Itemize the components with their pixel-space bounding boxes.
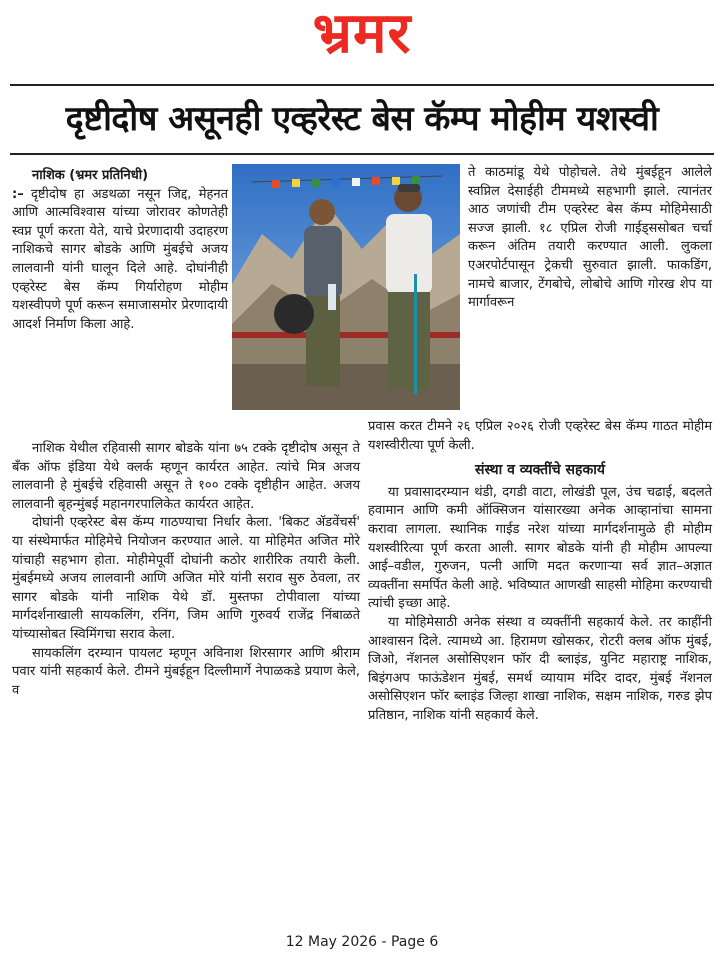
challenges-paragraph: या प्रवासादरम्यान थंडी, दगडी वाटा, लोखंडी पूल, उंच चढाई, बदलते हवामान आणि कमी ऑक्सिजन यांसारख्या अनेक आव्हानांचा सामना करावा लागला. स्थानिक गाईड नरेश यांच्या मार्गदर्शनामुळे ही मोहीम यशस्वीरित्या पूर्ण करता आली. सागर बोडके यांनी ही मोहीम आपल्या आई–वडील, गुरुजन, पत्नी आणि मदत करणाऱ्या सर्व ज्ञात–अज्ञात व्यक्तींना समर्पित केली आहे. भविष्यात आणखी साहसी मोहिमा करण्याची त्यांची इच्छा आहे. (368, 484, 712, 612)
article-headline: दृष्टीदोष असूनही एव्हरेस्ट बेस कॅम्प मोहीम यशस्वी (65, 99, 659, 139)
article-photo (232, 164, 460, 410)
lead-paragraph-text: दृष्टीदोष हा अडथळा नसून जिद्द, मेहनत आणि आत्मविश्वास यांच्या जोरावर कोणतेही स्वप्न पूर्ण करता येते, याचे प्रेरणादायी उदाहरण नाशिकचे सागर बोडके आणि मुंबईचे अजय लालवानी यांनी घालून दिले आहे. दोघांनीही एव्हरेस्ट बेस कॅम्प गिर्यारोहण मोहीम यशस्वीपणे पूर्ण करून समाजासमोर प्रेरणादायी आदर्श निर्माण किला आहे. (12, 186, 228, 332)
paragraph-4: सायकलिंग दरम्यान पायलट म्हणून अविनाश शिरसागर आणि श्रीराम पवार यांनी सहकार्य केले. टीमने मुंबईहून दिल्लीमार्गे नेपाळकडे प्रयाण केले, व (12, 645, 360, 698)
climber-right (386, 184, 432, 394)
dateline: नाशिक (भ्रमर प्रतिनिधी) (32, 168, 149, 183)
lead-paragraph (12, 167, 228, 334)
supporters-paragraph: या मोहिमेसाठी अनेक संस्था व व्यक्तींनी सहकार्य केले. तर काहींनी आश्वासन दिले. त्यामध्ये आ. हिरामण खोसकर, रोटरी क्लब ऑफ मुंबई, जिओ, नॅशनल असोसिएशन फॉर दी ब्लाइंड, युनिट महाराष्ट्र नाशिक, बिइंगअप फाऊंडेशन मुंबई, समर्थ व्यायाम मंदिर दादर, मुंबई नॅशनल असोसिएशन फॉर ब्लाइंड जिल्हा शाखा नाशिक, सक्षम नाशिक, गरुड झेप प्रतिष्ठान, नाशिक यांनी सहकार्य केले. (368, 614, 712, 723)
paragraph-2: नाशिक येथील रहिवासी सागर बोडके यांना ७५ टक्के दृष्टीदोष असून ते बँक ऑफ इंडिया येथे क्लर्क म्हणून कार्यरत आहेत. त्यांचे मित्र अजय लालवानी हे मुंबईचे रहिवासी असून ते १०० टक्के दृष्टीहीन आहेत. अजय लालवानी बृहन्मुंबई महानगरपालिकेत कार्यरत आहेत. (12, 441, 360, 512)
newspaper-logo: भ्रमर (312, 1, 412, 66)
climbers-photo-illustration (232, 164, 460, 410)
article-column-right-top (468, 164, 712, 313)
masthead (0, 0, 724, 72)
paragraph-3: दोघांनी एव्हरेस्ट बेस कॅम्प गाठण्याचा निर्धार केला. 'बिकट ॲडवेंचर्स' या संस्थेमार्फत मोहिमेचे नियोजन करण्यात आले. या मोहिमेत अजित मोरे यांचाही सहभाग होता. मोहीमेपूर्वी दोघांनी कठोर शारीरिक तयारी केली. मुंबईमध्ये अजय लालवानी आणि अजित मोरे यांनी सराव सुरु ठेवला, तर सागर बोडके यांनी नाशिक येथे डॉ. मुस्तफा टोपीवाला यांच्या मार्गदर्शनाखाली सायकलिंग, रनिंग, जिम आणि गुरुवर्य राजेंद्र निंबाळते यांच्यासोबत स्विमिंगचा सराव केला. (12, 515, 360, 642)
headline-rule-top (10, 84, 714, 86)
trek-conclusion-paragraph: प्रवास करत टीमने २६ एप्रिल २०२६ रोजी एव्हरेस्ट बेस कॅम्प गाठत मोहीम यशस्वीरीत्या पूर्ण केली. (368, 419, 712, 453)
lead-dash: :– (12, 186, 24, 202)
article-column-right-bottom (368, 418, 712, 726)
continued-paragraph: ते काठमांडू येथे पोहोचले. तेथे मुंबईहून आलेले स्वप्निल देसाईही टीममध्ये सहभागी झाले. त्यानंतर आठ जणांची टीम एव्हरेस्ट बेस कॅम्प मोहिमेसाठी सज्ज झाली. १८ एप्रिल रोजी गाईड्ससोबत चर्चा करून अंतिम तयारी करण्यात आली. लुकला एअरपोर्टपासून ट्रेकची सुरुवात झाली. फाकडिंग, नामचे बाजार, टेंगबोचे, लोबोचे आणि गोरख शेप या मार्गावरून (468, 165, 712, 311)
page-footer: 12 May 2026 - Page 6 (285, 934, 439, 950)
section-subhead: संस्था व व्यक्तींचे सहकार्य (475, 462, 605, 479)
headline-rule-bottom (10, 153, 714, 155)
article-column-left-bottom (12, 440, 360, 700)
article-column-left-top (12, 167, 228, 334)
